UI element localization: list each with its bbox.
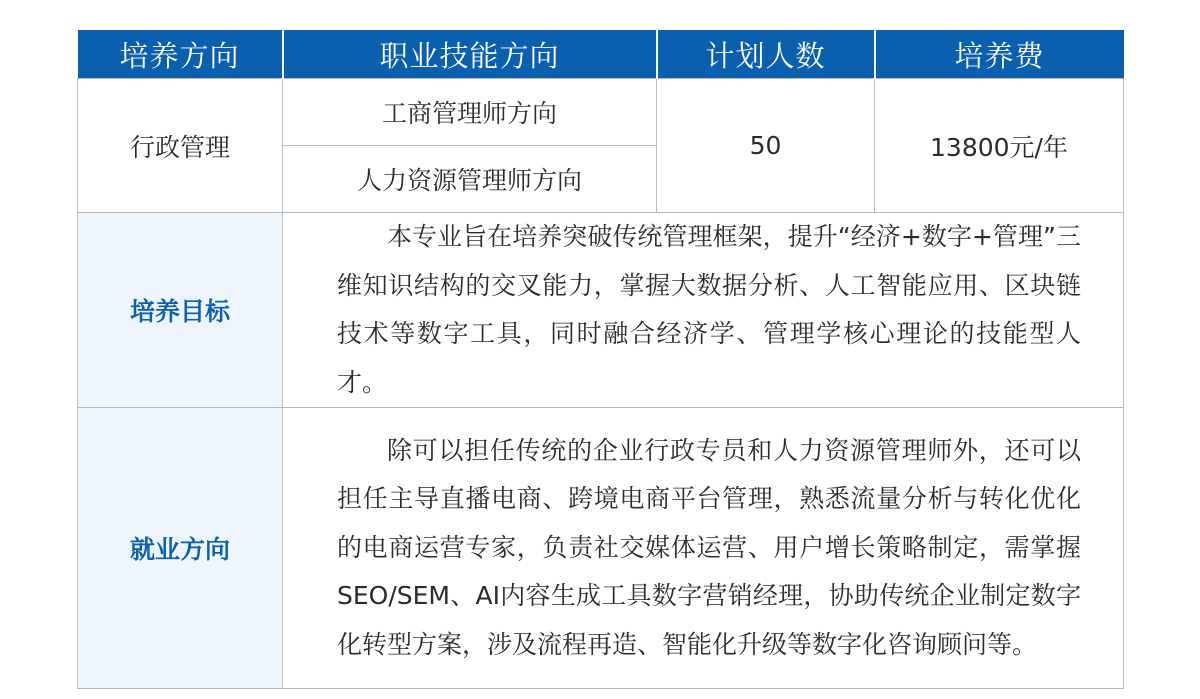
header-direction: 培养方向 — [78, 30, 283, 79]
employment-text-cell — [283, 408, 1124, 689]
direction-cell: 行政管理 — [78, 79, 283, 213]
goal-label: 培养目标 — [78, 213, 283, 408]
fee-cell: 13800元/年 — [875, 79, 1124, 213]
employment-row — [78, 408, 1124, 689]
employment-text: 除可以担任传统的企业行政专员和人力资源管理师外，还可以担任主导直播电商、跨境电商平台管理，熟悉流量分析与转化优化的电商运营专家，负责社交媒体运营、用户增长策略制定，需掌握SEO/SEM、AI内容生成工具数字营销经理，协助传统企业制定数字化转型方案，涉及流程再造、智能化升级等数字化咨询顾问等。 — [337, 435, 1081, 659]
skill-cell: 人力资源管理师方向 — [283, 146, 657, 213]
header-skill-direction: 职业技能方向 — [283, 30, 657, 79]
table-header-row — [78, 30, 1124, 79]
goal-text-cell — [283, 213, 1124, 408]
goal-text: 本专业旨在培养突破传统管理框架，提升“经济+数字+管理”三维知识结构的交叉能力，掌握大数据分析、人工智能应用、区块链技术等数字工具，同时融合经济学、管理学核心理论的技能型人才。 — [337, 222, 1081, 397]
table-row — [78, 79, 1124, 146]
plan-count-cell: 50 — [657, 79, 875, 213]
employment-label: 就业方向 — [78, 408, 283, 689]
program-table-container — [77, 30, 1123, 689]
program-table — [77, 30, 1124, 689]
header-plan-count: 计划人数 — [657, 30, 875, 79]
goal-row — [78, 213, 1124, 408]
header-fee: 培养费 — [875, 30, 1124, 79]
skill-cell: 工商管理师方向 — [283, 79, 657, 146]
